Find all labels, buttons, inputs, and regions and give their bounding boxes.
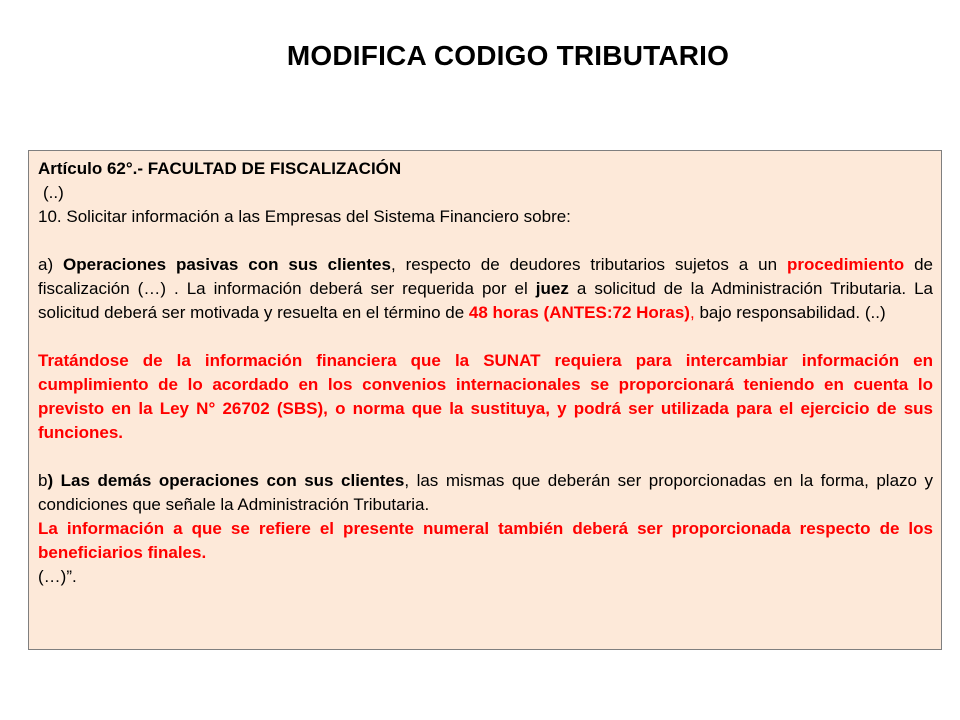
paragraph-a: a) Operaciones pasivas con sus clientes, respecto de deudores tributarios sujetos a un procedimiento de fiscalización (…) . La información deberá ser requerida por el juez a solicitud de la Administración Tributaria. La solicitud deberá ser motivada y resuelta en el término de 48 horas (ANTES:72 Horas), bajo responsabilidad. (..): [38, 255, 933, 322]
article-heading: Artículo 62°.- FACULTAD DE FISCALIZACIÓN: [38, 159, 402, 178]
article-ellipsis: (..): [43, 183, 64, 202]
paragraph-b: b) Las demás operaciones con sus clientes, las mismas que deberán ser proporcionadas en la forma, plazo y condiciones que señale la Administración Tributaria.: [38, 471, 933, 514]
closing-ellipsis: (…)”.: [38, 567, 77, 586]
page-title: MODIFICA CODIGO TRIBUTARIO: [286, 40, 730, 71]
article-box: [28, 150, 942, 650]
paragraph-sunat: Tratándose de la información financiera que la SUNAT requiera para intercambiar información en cumplimiento de lo acordado en los convenios internacionales se proporcionará teniendo en cuenta lo previsto en la Ley N° 26702 (SBS), o norma que la sustituya, y podrá ser utilizada para el ejercicio de sus funciones.: [38, 351, 933, 442]
article-item-10: 10. Solicitar información a las Empresas del Sistema Financiero sobre:: [38, 207, 571, 226]
paragraph-beneficiarios: La información a que se refiere el presente numeral también deberá ser proporcionada respecto de los beneficiarios finales.: [38, 519, 933, 562]
